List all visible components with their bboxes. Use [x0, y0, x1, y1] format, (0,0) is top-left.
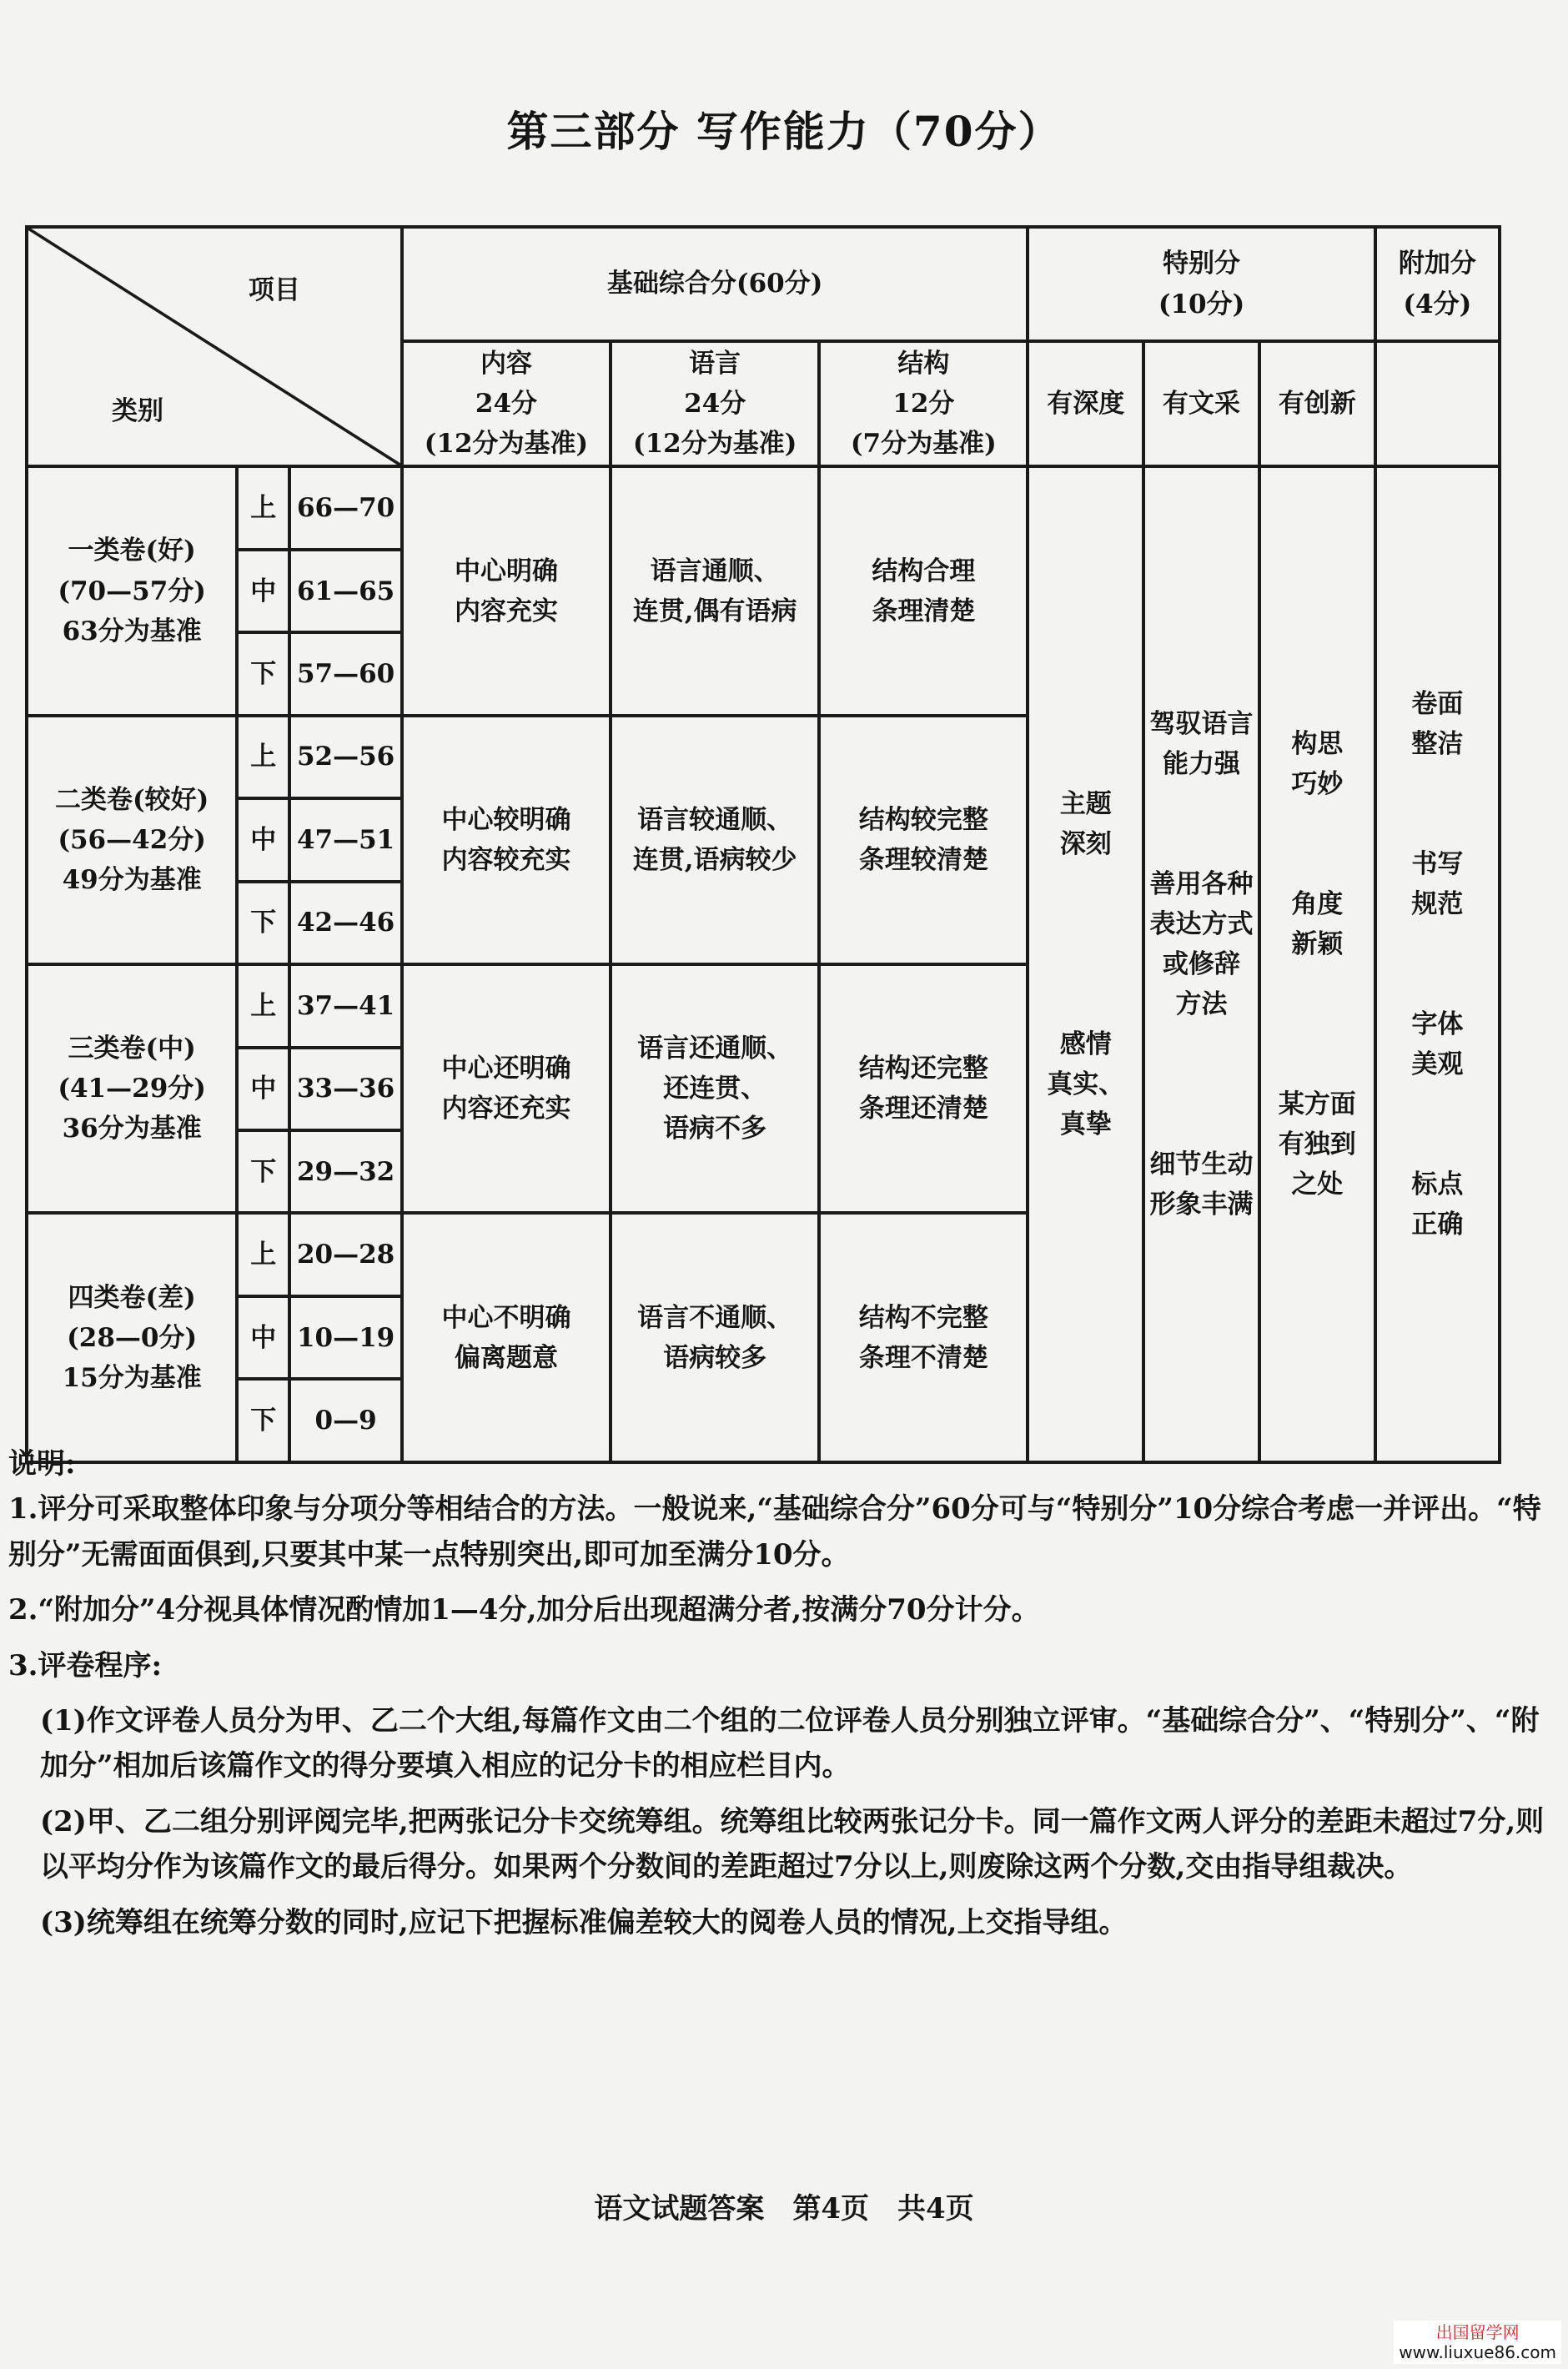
page-footer: 语文试题答案 第4页 共4页	[594, 2192, 974, 2226]
language-criteria: 语言通顺、 连贯,偶有语病	[611, 466, 819, 715]
col-depth-header: 有深度	[1028, 341, 1143, 466]
score-range: 57—60	[289, 632, 402, 715]
language-criteria: 语言还通顺、 还连贯、 语病不多	[611, 964, 819, 1213]
content-criteria: 中心不明确 偏离题意	[402, 1213, 611, 1462]
col-structure-header: 结构 12分 (7分为基准)	[819, 341, 1028, 466]
level-label: 上	[237, 716, 289, 798]
score-range: 20—28	[289, 1213, 402, 1295]
note-item-1: 1.评分可采取整体印象与分项分等相结合的方法。一般说来,“基础综合分”60分可与“特别分”10分综合考虑一并评出。“特别分”无需面面俱到,只要其中某一点特别突出,即可加至满分10分。	[8, 1492, 1541, 1572]
score-range: 42—46	[289, 882, 402, 964]
corner-project-label: 项目	[248, 275, 300, 305]
notes-section	[0, 1435, 1551, 1955]
depth-criteria: 主题 深刻 感情 真实、 真挚	[1028, 466, 1143, 1462]
structure-criteria: 结构还完整 条理还清楚	[819, 964, 1028, 1213]
category-label: 二类卷(较好) (56—42分) 49分为基准	[27, 716, 237, 964]
watermark-line2: www.liuxue86.com	[1399, 2342, 1556, 2362]
bonus-criteria: 卷面 整洁 书写 规范 字体 美观 标点 正确	[1375, 466, 1500, 1462]
col-bonus-blank	[1375, 341, 1500, 466]
basic-score-header: 基础综合分(60分)	[402, 227, 1028, 341]
level-label: 上	[237, 964, 289, 1047]
score-range: 52—56	[289, 716, 402, 798]
note-item-3: 3.评卷程序:	[8, 1648, 163, 1682]
level-label: 下	[237, 882, 289, 964]
score-range: 29—32	[289, 1130, 402, 1213]
watermark-logo	[1394, 2321, 1561, 2364]
note-subitem-1: (1)作文评卷人员分为甲、乙二个大组,每篇作文由二个组的二位评卷人员分别独立评审。“基础综合分”、“特别分”、“附加分”相加后该篇作文的得分要填入相应的记分卡的相应栏目内。	[40, 1703, 1540, 1783]
structure-criteria: 结构合理 条理清楚	[819, 466, 1028, 715]
special-score-header: 特别分 (10分)	[1028, 227, 1375, 341]
category-label: 四类卷(差) (28—0分) 15分为基准	[27, 1213, 237, 1462]
structure-criteria: 结构较完整 条理较清楚	[819, 716, 1028, 964]
corner-header	[27, 227, 402, 466]
diagonal-line	[28, 229, 400, 465]
level-label: 上	[237, 1213, 289, 1295]
watermark-line1: 出国留学网	[1435, 2322, 1520, 2342]
score-range: 66—70	[289, 466, 402, 549]
level-label: 中	[237, 798, 289, 881]
innovation-criteria: 构思 巧妙 角度 新颖 某方面 有独到 之处	[1259, 466, 1375, 1462]
content-criteria: 中心明确 内容充实	[402, 466, 611, 715]
structure-criteria: 结构不完整 条理不清楚	[819, 1213, 1028, 1462]
score-range: 33—36	[289, 1048, 402, 1130]
score-range: 0—9	[289, 1379, 402, 1462]
category-label: 一类卷(好) (70—57分) 63分为基准	[27, 466, 237, 715]
note-item-2: 2.“附加分”4分视具体情况酌情加1—4分,加分后出现超满分者,按满分70分计分。	[8, 1593, 1040, 1627]
notes-heading: 说明:	[8, 1447, 76, 1481]
bonus-score-header: 附加分 (4分)	[1375, 227, 1500, 341]
score-range: 47—51	[289, 798, 402, 881]
level-label: 中	[237, 1048, 289, 1130]
section-title: 第三部分 写作能力（70分）	[506, 107, 1062, 156]
language-criteria: 语言较通顺、 连贯,语病较少	[611, 716, 819, 964]
note-subitem-3: (3)统筹组在统筹分数的同时,应记下把握标准偏差较大的阅卷人员的情况,上交指导组。	[40, 1905, 1128, 1939]
level-label: 中	[237, 550, 289, 632]
level-label: 下	[237, 1379, 289, 1462]
scoring-rubric-table	[25, 225, 1501, 1464]
level-label: 中	[237, 1296, 289, 1379]
col-style-header: 有文采	[1143, 341, 1259, 466]
level-label: 下	[237, 1130, 289, 1213]
corner-category-label: 类别	[112, 396, 163, 427]
col-language-header: 语言 24分 (12分为基准)	[611, 341, 819, 466]
content-criteria: 中心还明确 内容还充实	[402, 964, 611, 1213]
content-criteria: 中心较明确 内容较充实	[402, 716, 611, 964]
col-content-header: 内容 24分 (12分为基准)	[402, 341, 611, 466]
level-label: 下	[237, 632, 289, 715]
note-subitem-2: (2)甲、乙二组分别评阅完毕,把两张记分卡交统筹组。统筹组比较两张记分卡。同一篇作文两人评分的差距未超过7分,则以平均分作为该篇作文的最后得分。如果两个分数间的差距超过7分以上,则废除这两个分数,交由指导组裁决。	[40, 1804, 1545, 1884]
category-label: 三类卷(中) (41—29分) 36分为基准	[27, 964, 237, 1213]
style-criteria: 驾驭语言 能力强 善用各种 表达方式 或修辞 方法 细节生动 形象丰满	[1143, 466, 1259, 1462]
score-range: 37—41	[289, 964, 402, 1047]
level-label: 上	[237, 466, 289, 549]
score-range: 61—65	[289, 550, 402, 632]
col-innovation-header: 有创新	[1259, 341, 1375, 466]
score-range: 10—19	[289, 1296, 402, 1379]
language-criteria: 语言不通顺、 语病较多	[611, 1213, 819, 1462]
